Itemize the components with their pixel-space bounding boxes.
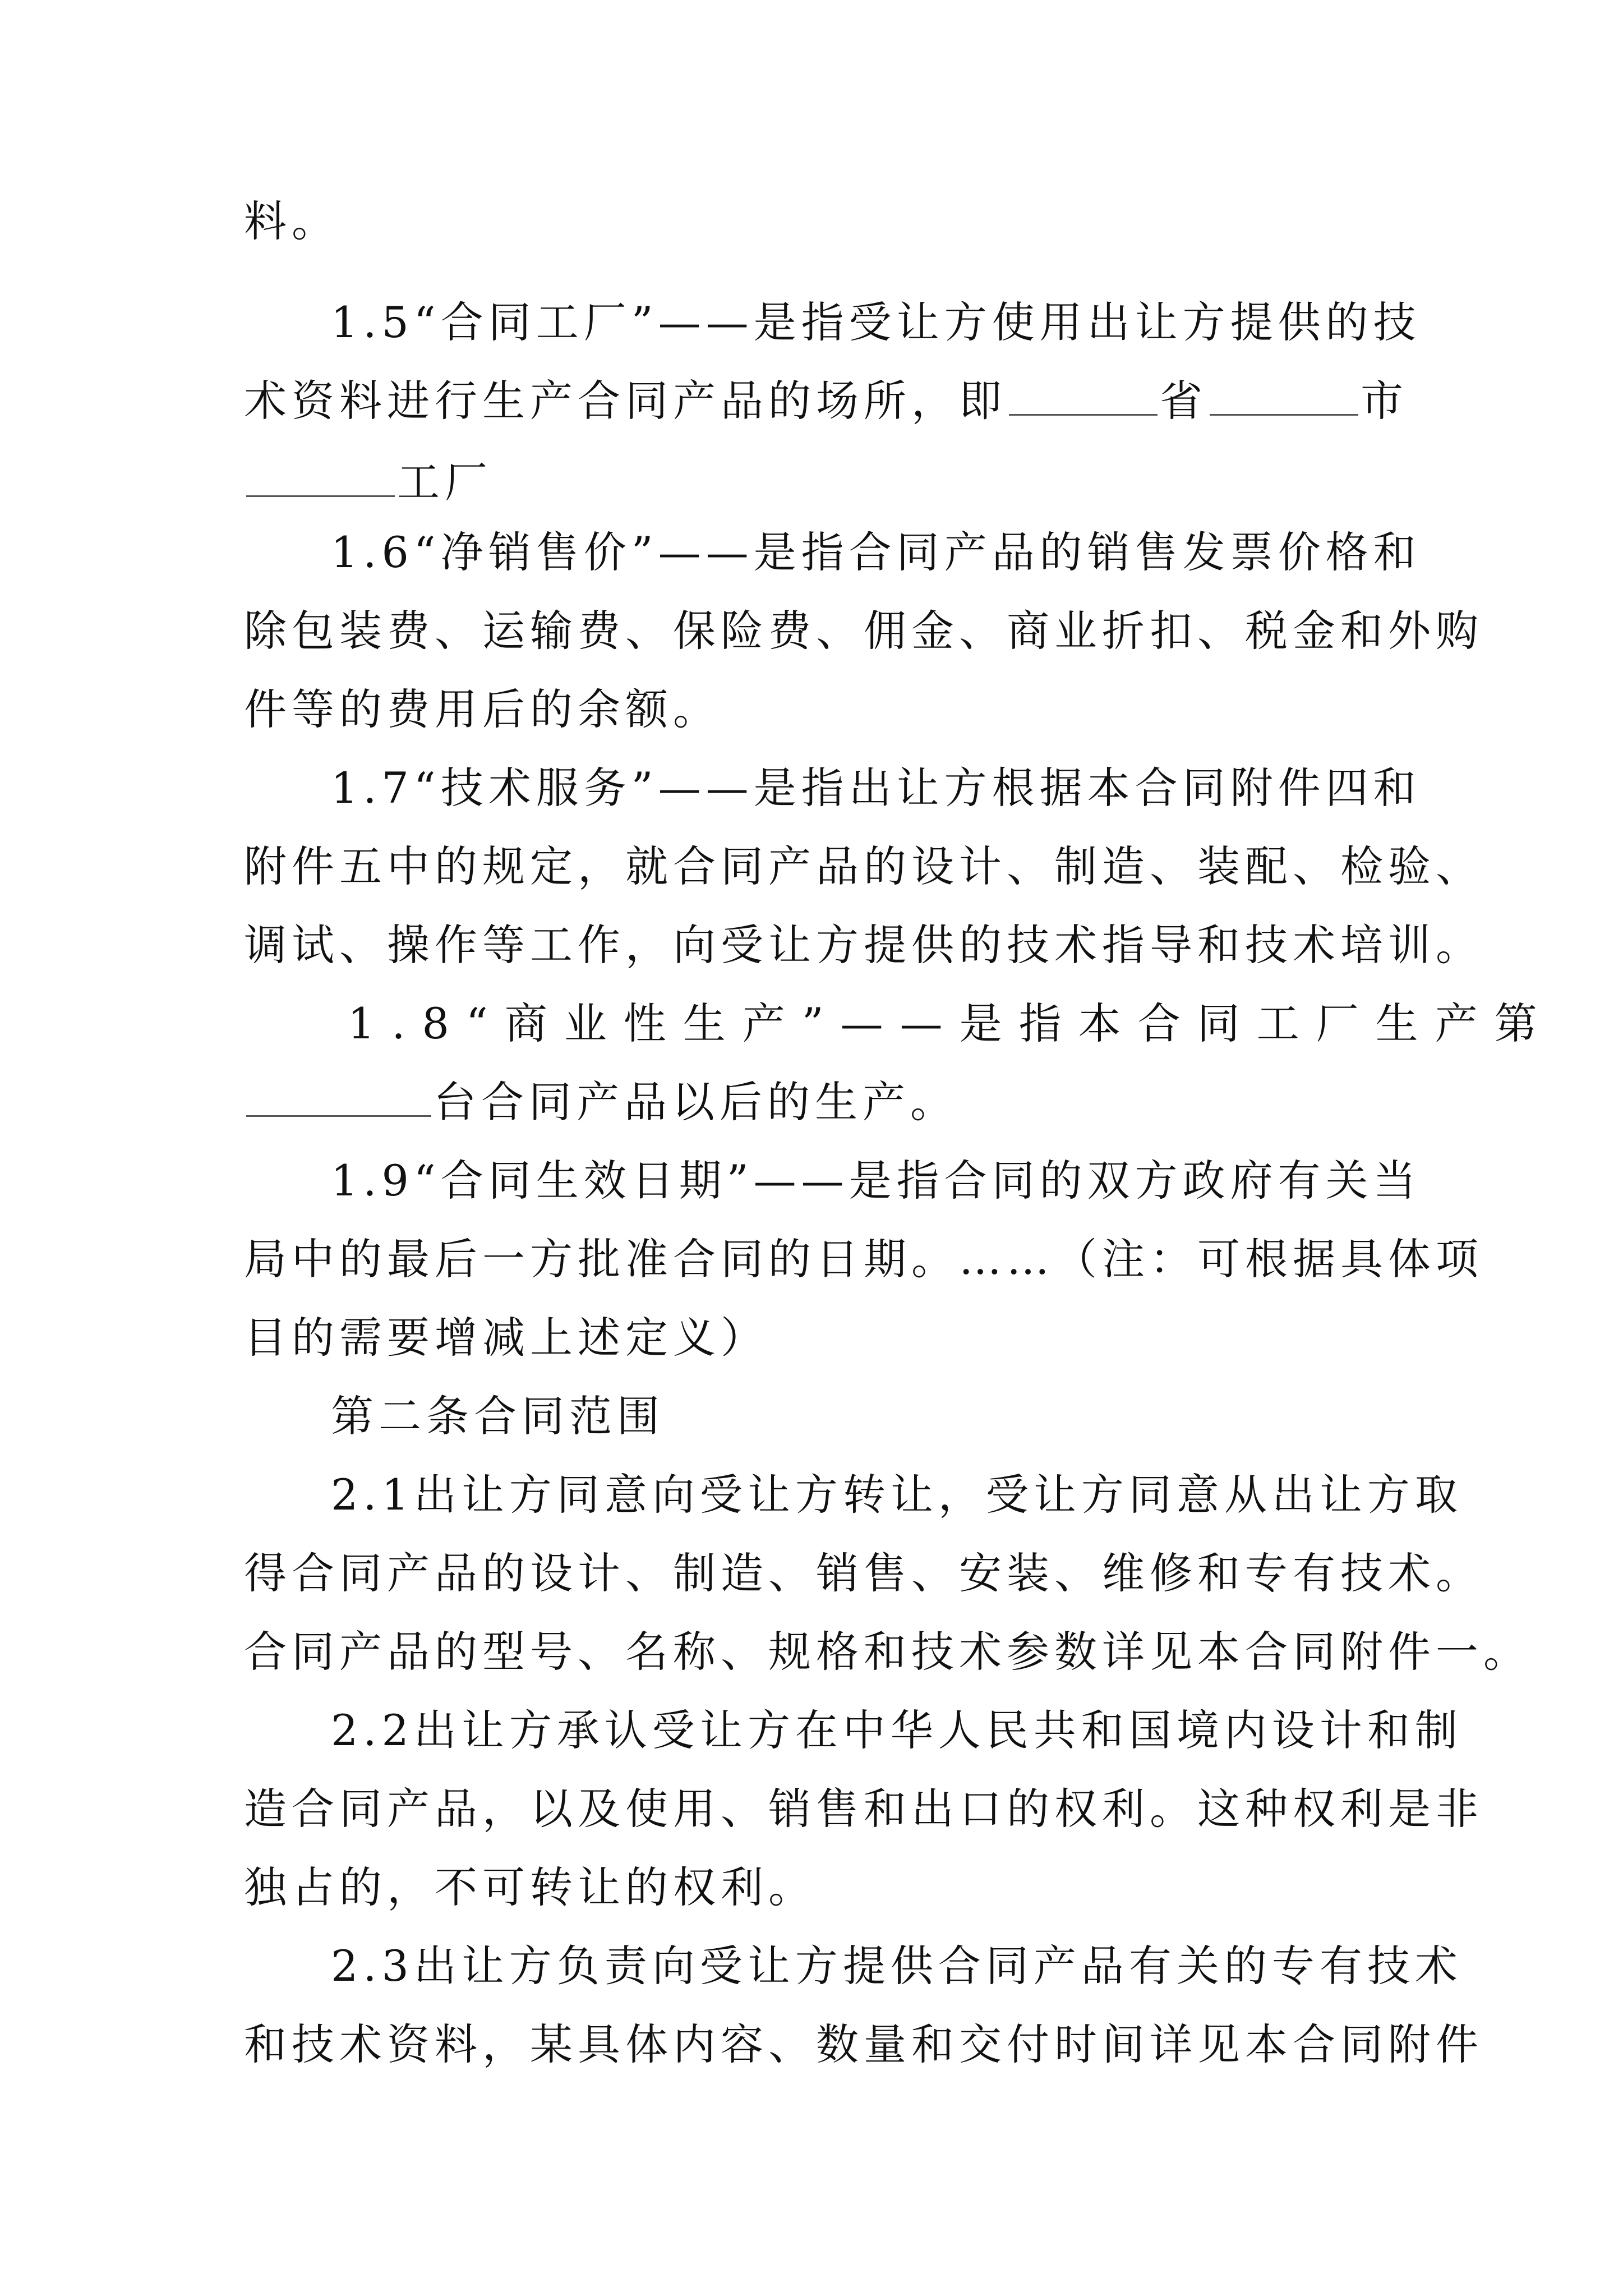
line-text: 台合同产品以后的生产。 xyxy=(434,1077,958,1127)
fill-in-blank-factory[interactable] xyxy=(246,456,395,497)
clause-1-7 xyxy=(331,746,1421,830)
line-text: 2.3出让方负责向受让方提供合同产品有关的专有技术 xyxy=(331,1941,1463,1991)
clause-1-6 xyxy=(331,510,1421,595)
line-text: 除包装费、运输费、保险费、佣金、商业折扣、税金和外购 xyxy=(244,606,1483,656)
clause-1-8 xyxy=(348,982,1554,1066)
text-line xyxy=(244,668,1388,752)
text-line xyxy=(244,903,1483,987)
article-2-heading xyxy=(331,1374,1388,1458)
clause-2-3 xyxy=(331,1924,1463,2008)
text-line xyxy=(244,1060,1388,1144)
line-text: 1.9“合同生效日期”——是指合同的双方政府有关当 xyxy=(331,1156,1421,1205)
line-text: 料。 xyxy=(244,196,339,246)
fill-in-blank-province[interactable] xyxy=(1009,375,1158,416)
text-line xyxy=(244,1296,1388,1380)
text-line xyxy=(244,589,1483,673)
line-text: 1.6“净销售价”——是指合同产品的销售发票价格和 xyxy=(331,527,1421,577)
text-line xyxy=(244,2003,1483,2087)
fill-in-blank-unit-number[interactable] xyxy=(246,1076,431,1117)
clause-2-1 xyxy=(331,1453,1463,1537)
line-text: 1.8“商业性生产”——是指本合同工厂生产第 xyxy=(348,999,1554,1048)
text-line xyxy=(244,1767,1483,1851)
line-text: 合同产品的型号、名称、规格和技术参数详见本合同附件一。 xyxy=(244,1627,1531,1677)
fill-in-blank-city[interactable] xyxy=(1210,375,1358,416)
text-line xyxy=(244,1846,1388,1930)
text-line xyxy=(244,825,1483,909)
line-text: 工厂 xyxy=(397,457,492,507)
line-text: 和技术资料，某具体内容、数量和交付时间详见本合同附件 xyxy=(244,2019,1483,2069)
line-text: 独占的，不可转让的权利。 xyxy=(244,1862,816,1912)
line-text: 局中的最后一方批准合同的日期。……（注：可根据具体项 xyxy=(244,1234,1483,1284)
line-text: 术资料进行生产合同产品的场所，即 xyxy=(244,376,1007,426)
line-text: 目的需要增减上述定义） xyxy=(244,1313,768,1363)
text-line xyxy=(244,1217,1483,1301)
clause-1-5 xyxy=(331,280,1421,365)
text-line xyxy=(244,1610,1531,1694)
line-text: 调试、操作等工作，向受让方提供的技术指导和技术培训。 xyxy=(244,920,1483,970)
line-text: 附件五中的规定，就合同产品的设计、制造、装配、检验、 xyxy=(244,841,1483,891)
line-text: 造合同产品，以及使用、销售和出口的权利。这种权利是非 xyxy=(244,1784,1483,1834)
line-text: 件等的费用后的余额。 xyxy=(244,684,721,734)
clause-1-9 xyxy=(331,1139,1421,1223)
line-text: 市 xyxy=(1361,376,1408,426)
text-line xyxy=(244,1531,1483,1616)
line-text: 得合同产品的设计、制造、销售、安装、维修和专有技术。 xyxy=(244,1548,1483,1598)
line-text: 2.1出让方同意向受让方转让，受让方同意从出让方取 xyxy=(331,1470,1463,1520)
text-line xyxy=(244,180,1388,264)
line-text: 1.7“技术服务”——是指出让方根据本合同附件四和 xyxy=(331,763,1421,813)
line-text: 省 xyxy=(1160,376,1207,426)
line-text: 1.5“合同工厂”——是指受让方使用出让方提供的技 xyxy=(331,297,1421,347)
line-text: 第二条合同范围 xyxy=(331,1391,665,1441)
line-text: 2.2出让方承认受让方在中华人民共和国境内设计和制 xyxy=(331,1705,1463,1755)
clause-2-2 xyxy=(331,1688,1463,1773)
text-line xyxy=(244,359,1408,443)
